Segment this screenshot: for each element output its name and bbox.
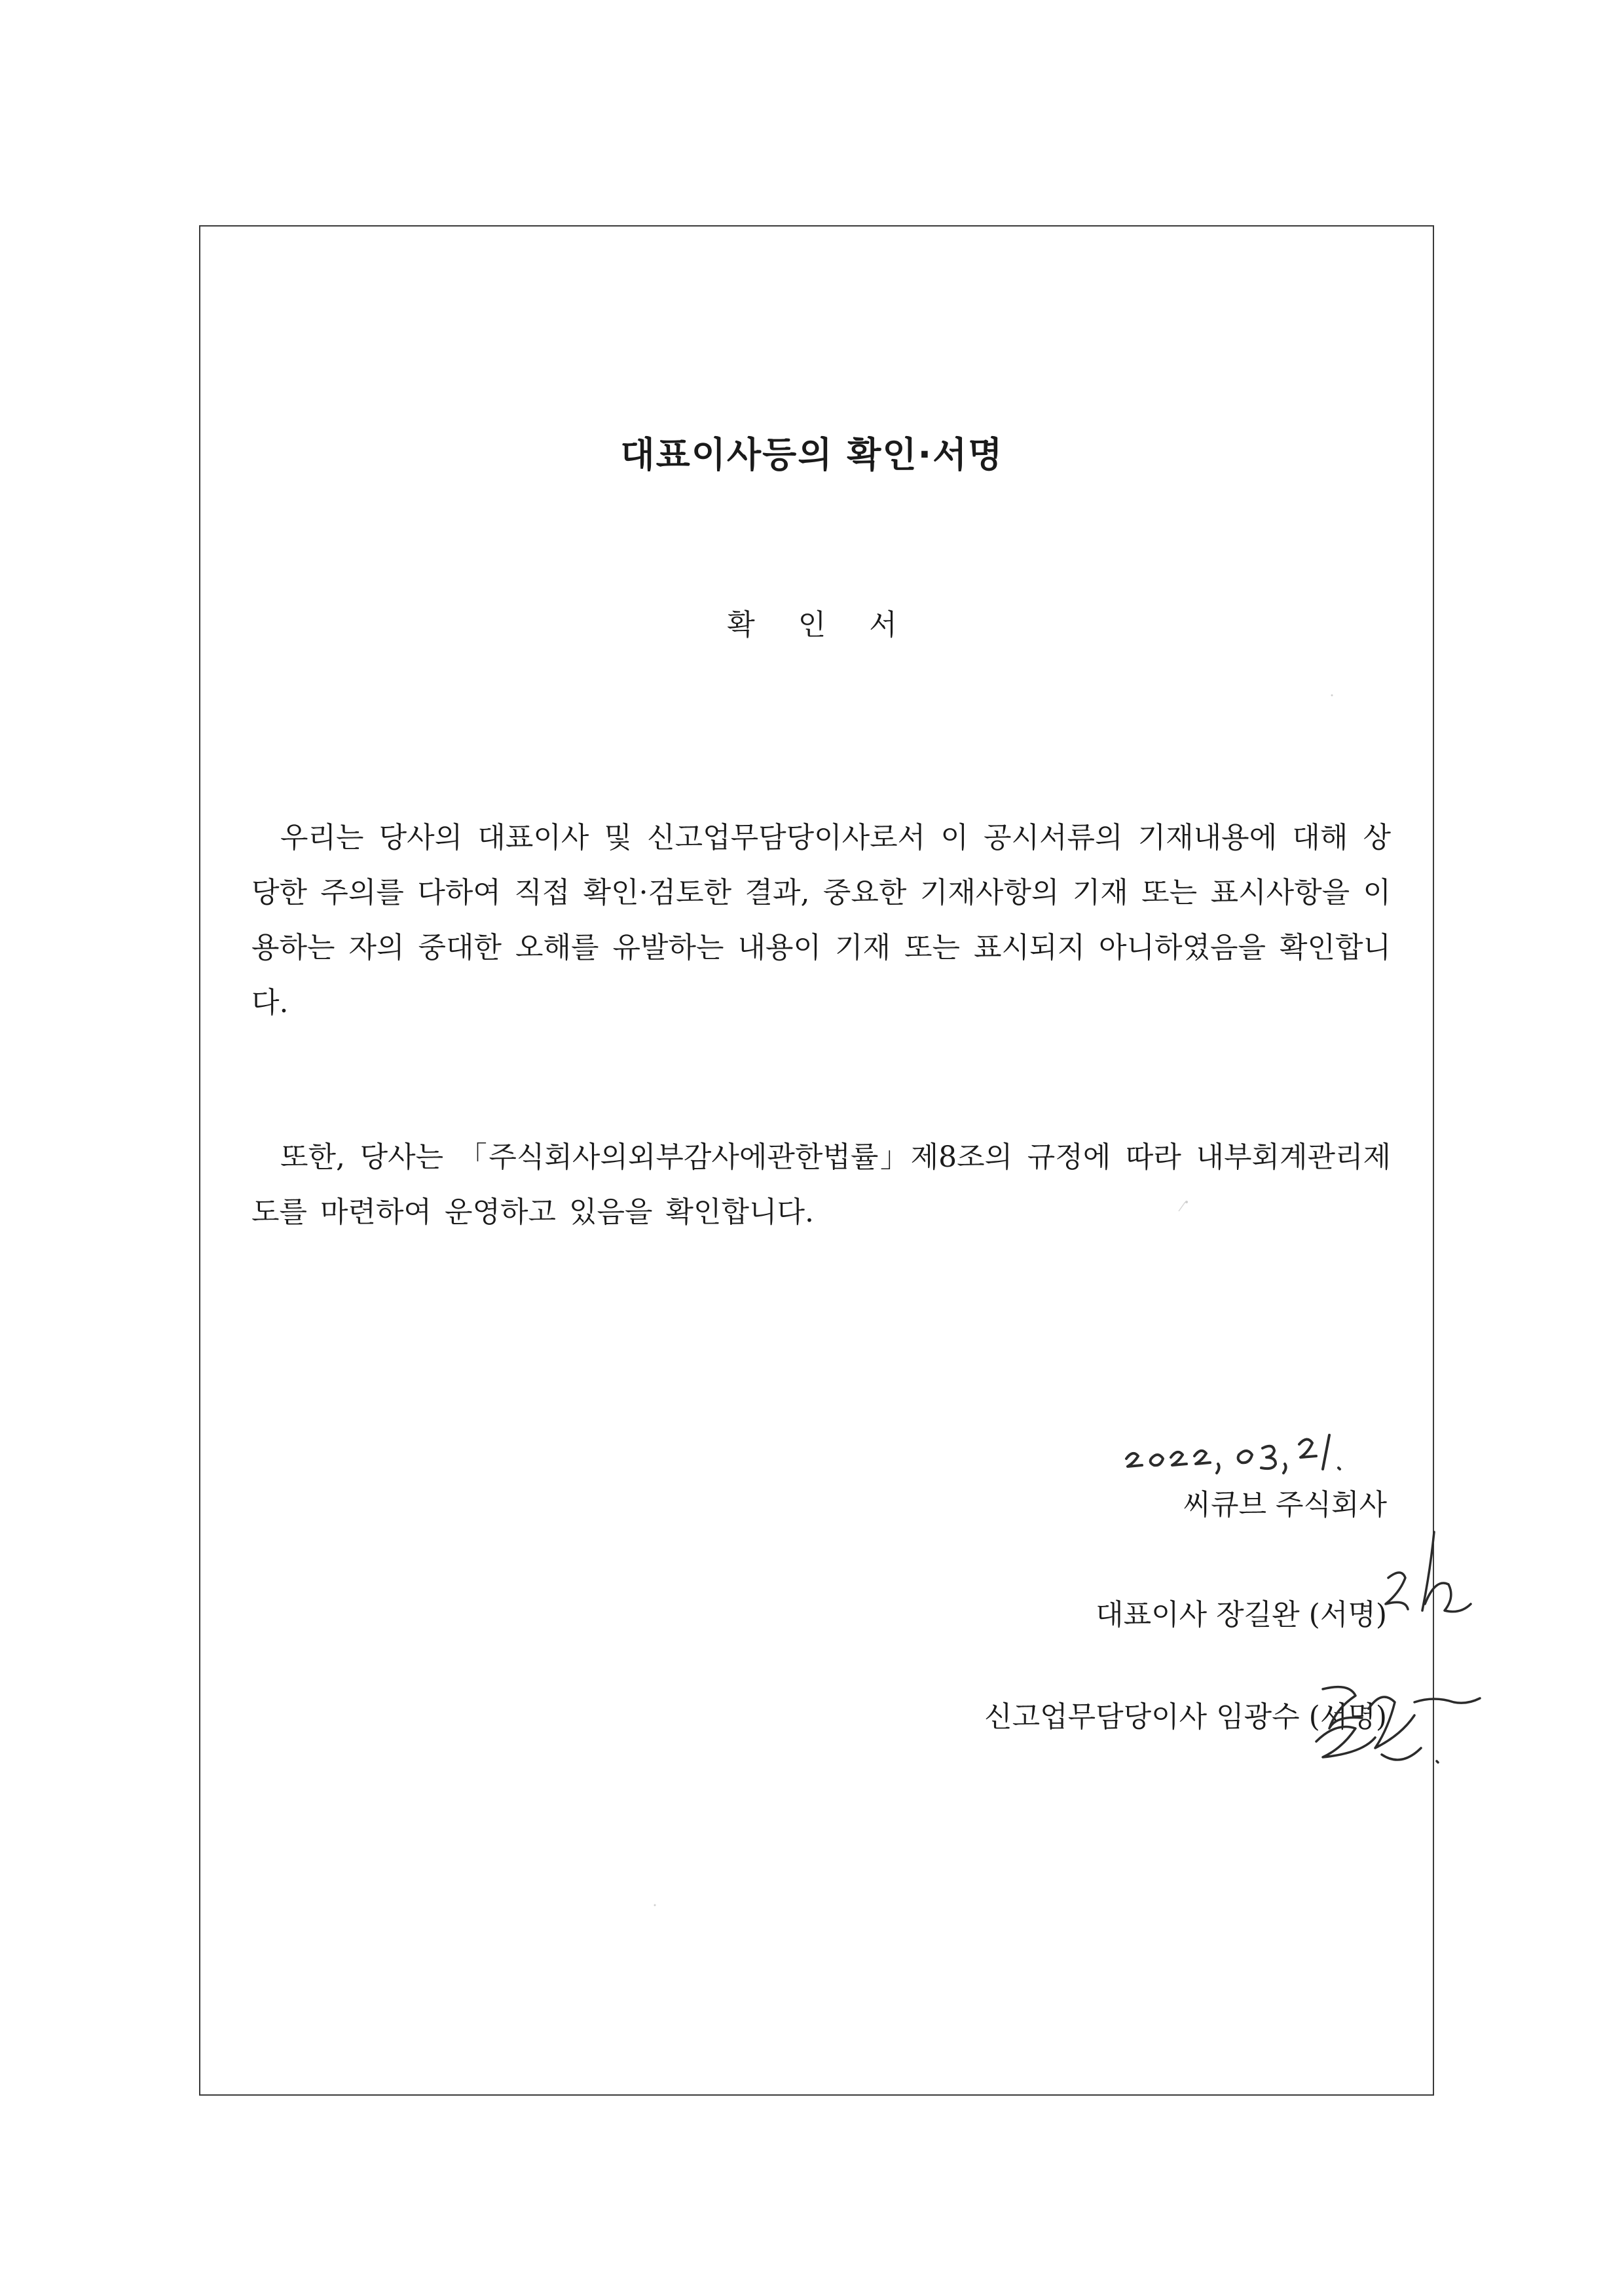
handwritten-date	[1113, 1418, 1401, 1484]
internal-control-paragraph	[251, 1130, 1391, 1240]
internal-control-paragraph-text: 또한, 당사는 「주식회사의외부감사에관한법률」제8조의 규정에 따라 내부회계관리제도를 마련하여 운영하고 있음을 확인합니다.	[251, 1140, 1391, 1229]
ceo-signature-line: 대표이사 장길완 (서명)	[1096, 1598, 1387, 1631]
officer-signature-line: 신고업무담당이사 임광수 (서명)	[984, 1700, 1387, 1734]
confirmation-paragraph	[251, 811, 1391, 1030]
document-subtitle: 확 인 서	[727, 608, 914, 642]
confirmation-paragraph-text: 우리는 당사의 대표이사 및 신고업무담당이사로서 이 공시서류의 기재내용에 대해 상당한 주의를 다하여 직접 확인·검토한 결과, 중요한 기재사항의 기재 또는 표시사항을 이용하는 자의 중대한 오해를 유발하는 내용이 기재 또는 표시되지 아니하였음을 확인합니다.	[251, 821, 1391, 1019]
document-title: 대표이사등의 확인·서명	[620, 434, 1004, 475]
company-name: 씨큐브 주식회사	[1183, 1488, 1387, 1522]
